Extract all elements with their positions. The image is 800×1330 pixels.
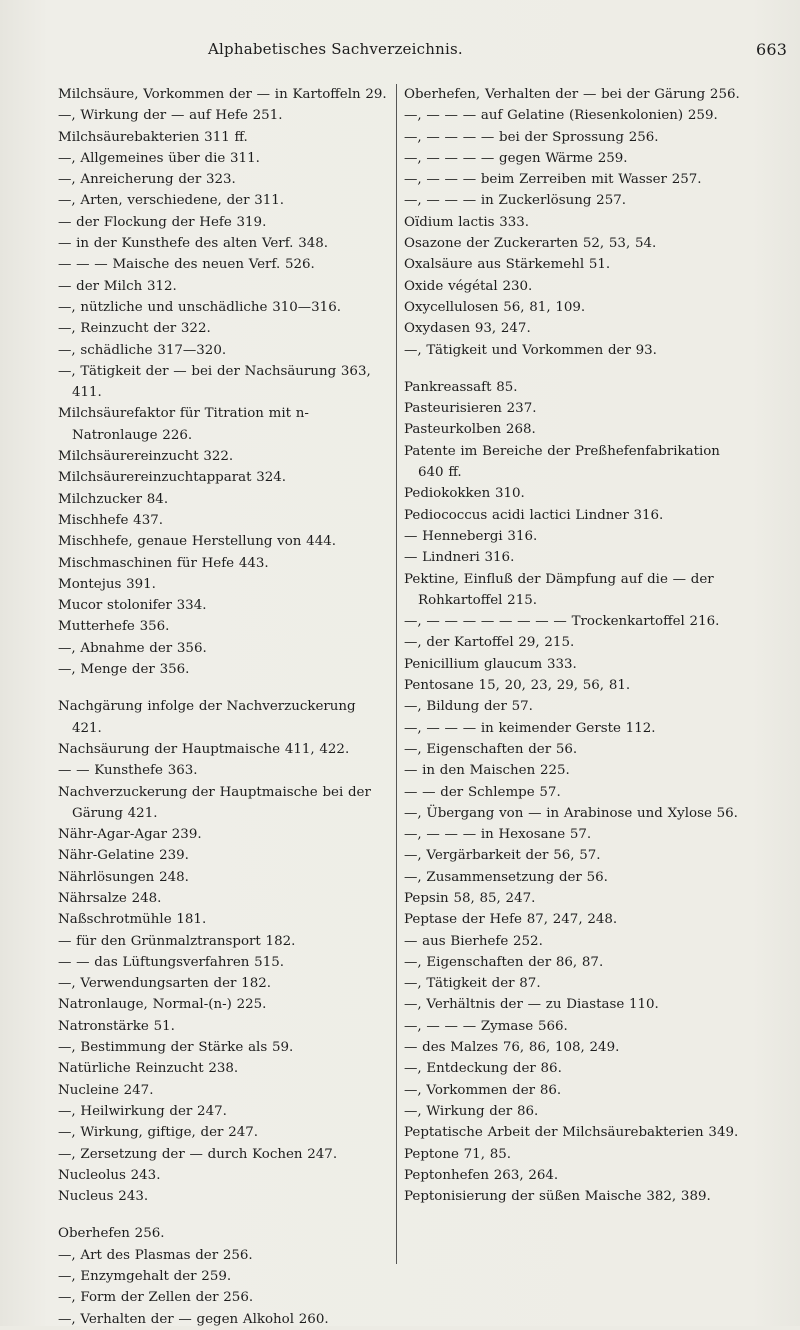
- index-entry: —, — — — in Zuckerlösung 257.: [404, 193, 626, 209]
- index-entry: Nährsalze 248.: [58, 890, 162, 906]
- index-entry: — — — Maische des neuen Verf. 526.: [58, 257, 315, 273]
- index-entry: Pektine, Einfluß der Dämpfung auf die — der Rohkartoffel 215.: [404, 571, 714, 608]
- index-entry: Nucleine 247.: [58, 1082, 154, 1098]
- index-entry: Oxycellulosen 56, 81, 109.: [404, 299, 586, 315]
- section-gap: [58, 1207, 388, 1223]
- index-entry: —, Vergärbarkeit der 56, 57.: [404, 848, 601, 864]
- page-number: 663: [756, 40, 788, 59]
- index-entry: Milchsäure, Vorkommen der — in Kartoffeln 29.: [58, 87, 387, 102]
- index-entry: Oxide végétal 230.: [404, 278, 533, 294]
- index-entry: Peptase der Hefe 87, 247, 248.: [404, 912, 618, 928]
- index-entry: —, Vorkommen der 86.: [404, 1082, 562, 1098]
- index-entry: — des Malzes 76, 86, 108, 249.: [404, 1040, 620, 1056]
- index-entry: —, — — — — gegen Wärme 259.: [404, 150, 628, 166]
- index-entry: Peptonhefen 263, 264.: [404, 1167, 559, 1183]
- index-entry: — Lindneri 316.: [404, 550, 515, 566]
- index-entry: —, — — — in Hexosane 57.: [404, 827, 592, 843]
- index-entry: Patente im Bereiche der Preßhefenfabrikation 640 ff.: [404, 443, 720, 481]
- index-entry: Pankreassaft 85.: [404, 379, 518, 395]
- index-entry: Oïdium lactis 333.: [404, 214, 530, 230]
- index-entry: —, Abnahme der 356.: [58, 640, 207, 656]
- index-entry: Mucor stolonifer 334.: [58, 598, 207, 614]
- index-entry: Oberhefen 256.: [58, 1226, 165, 1242]
- index-entry: —, Verwendungsarten der 182.: [58, 976, 271, 992]
- index-entry: — für den Grünmalztransport 182.: [58, 933, 296, 949]
- index-entry: Nachgärung infolge der Nachverzuckerung 421.: [58, 699, 356, 736]
- index-entry: —, — — — beim Zerreiben mit Wasser 257.: [404, 172, 702, 188]
- index-entry: Peptone 71, 85.: [404, 1146, 512, 1162]
- index-entry: Mutterhefe 356.: [58, 619, 170, 635]
- index-entry: Natronstärke 51.: [58, 1018, 175, 1034]
- index-entry: Milchsäurereinzuchtapparat 324.: [58, 470, 287, 486]
- index-entry: —, Form der Zellen der 256.: [58, 1290, 254, 1306]
- index-entry: Nucleus 243.: [58, 1189, 149, 1205]
- index-entry: Natürliche Reinzucht 238.: [58, 1061, 239, 1077]
- index-entry: Nähr-Gelatine 239.: [58, 848, 189, 864]
- index-entry: —, Zusammensetzung der 56.: [404, 869, 608, 885]
- index-entry: —, — — — auf Gelatine (Riesenkolonien) 259.: [404, 108, 718, 124]
- index-entry: Nähr-Agar-Agar 239.: [58, 827, 202, 843]
- index-entry: —, Wirkung, giftige, der 247.: [58, 1125, 259, 1141]
- running-header: [0, 40, 800, 64]
- index-column-left: [58, 84, 388, 1330]
- index-entry: —, Entdeckung der 86.: [404, 1061, 562, 1077]
- index-entry: — der Flockung der Hefe 319.: [58, 214, 267, 230]
- index-entry: Nährlösungen 248.: [58, 869, 189, 885]
- index-entry: Penicillium glaucum 333.: [404, 656, 577, 672]
- index-entry: — — der Schlempe 57.: [404, 784, 561, 800]
- index-entry: — aus Bierhefe 252.: [404, 933, 543, 949]
- index-entry: —, Art des Plasmas der 256.: [58, 1247, 253, 1263]
- index-entry: Natronlauge, Normal-(n-) 225.: [58, 997, 267, 1013]
- index-entry: —, Wirkung der — auf Hefe 251.: [58, 108, 283, 124]
- index-entry: —, Verhältnis der — zu Diastase 110.: [404, 997, 659, 1013]
- index-entry: Naßschrotmühle 181.: [58, 912, 207, 928]
- header-title: Alphabetisches Sachverzeichnis.: [208, 40, 463, 58]
- index-entry: Pepsin 58, 85, 247.: [404, 890, 536, 906]
- index-entry: —, Reinzucht der 322.: [58, 321, 211, 337]
- index-entry: Oxalsäure aus Stärkemehl 51.: [404, 257, 611, 273]
- index-entry: —, Bildung der 57.: [404, 699, 533, 715]
- index-entry: Milchsäurebakterien 311 ff.: [58, 129, 248, 145]
- index-entry: —, Verhalten der — gegen Alkohol 260.: [58, 1311, 329, 1327]
- index-entry: — in den Maischen 225.: [404, 763, 570, 779]
- index-entry: —, Zersetzung der — durch Kochen 247.: [58, 1146, 338, 1162]
- index-entry: Milchzucker 84.: [58, 491, 169, 507]
- index-entry: —, der Kartoffel 29, 215.: [404, 635, 575, 651]
- index-entry: —, Menge der 356.: [58, 662, 190, 678]
- index-entry: — — Kunsthefe 363.: [58, 763, 198, 779]
- index-entry: —, — — — in keimender Gerste 112.: [404, 720, 656, 736]
- index-entry: — der Milch 312.: [58, 278, 177, 294]
- index-entry: —, Tätigkeit der 87.: [404, 976, 541, 992]
- index-entry: Osazone der Zuckerarten 52, 53, 54.: [404, 236, 657, 252]
- section-gap: [404, 361, 740, 377]
- index-entry: — in der Kunsthefe des alten Verf. 348.: [58, 236, 329, 252]
- index-entry: Mischmaschinen für Hefe 443.: [58, 555, 269, 571]
- index-entry: —, Enzymgehalt der 259.: [58, 1269, 232, 1285]
- section-gap: [58, 680, 388, 696]
- index-column-right: [404, 84, 740, 1207]
- index-entry: —, — — — — bei der Sprossung 256.: [404, 129, 659, 145]
- index-entry: —, Allgemeines über die 311.: [58, 150, 260, 166]
- index-entry: Peptonisierung der süßen Maische 382, 389.: [404, 1189, 711, 1205]
- index-entry: —, — — — Zymase 566.: [404, 1018, 568, 1034]
- index-entry: Nachsäurung der Hauptmaische 411, 422.: [58, 741, 350, 757]
- column-divider: [396, 84, 397, 1264]
- index-entry: Milchsäurereinzucht 322.: [58, 449, 234, 465]
- index-entry: —, Eigenschaften der 86, 87.: [404, 954, 604, 970]
- index-entry: Pentosane 15, 20, 23, 29, 56, 81.: [404, 678, 631, 694]
- index-entry: —, — — — — — — — — Trockenkartoffel 216.: [404, 614, 720, 630]
- index-entry: Nachverzuckerung der Hauptmaische bei der Gärung 421.: [58, 784, 371, 821]
- index-entry: — Hennebergi 316.: [404, 528, 538, 544]
- index-entry: —, Tätigkeit der — bei der Nachsäurung 363, 411.: [58, 363, 371, 401]
- index-entry: —, Heilwirkung der 247.: [58, 1103, 227, 1119]
- index-entry: —, Wirkung der 86.: [404, 1103, 539, 1119]
- index-entry: Milchsäurefaktor für Titration mit n-Natronlauge 226.: [58, 406, 309, 443]
- index-entry: —, Anreicherung der 323.: [58, 172, 236, 188]
- index-entry: Oxydasen 93, 247.: [404, 321, 531, 337]
- index-entry: Peptatische Arbeit der Milchsäurebakterien 349.: [404, 1125, 739, 1141]
- index-entry: —, Übergang von — in Arabinose und Xylose 56.: [404, 805, 738, 821]
- index-entry: — — das Lüftungsverfahren 515.: [58, 954, 284, 970]
- index-entry: Pasteurkolben 268.: [404, 422, 536, 438]
- index-entry: Mischhefe 437.: [58, 512, 163, 528]
- index-entry: Oberhefen, Verhalten der — bei der Gärung 256.: [404, 87, 740, 102]
- index-entry: Nucleolus 243.: [58, 1167, 161, 1183]
- index-entry: Mischhefe, genaue Herstellung von 444.: [58, 534, 336, 550]
- index-entry: —, Tätigkeit und Vorkommen der 93.: [404, 342, 657, 358]
- index-entry: —, Bestimmung der Stärke als 59.: [58, 1040, 294, 1056]
- index-entry: Montejus 391.: [58, 576, 156, 592]
- index-entry: Pediococcus acidi lactici Lindner 316.: [404, 507, 664, 523]
- index-entry: Pasteurisieren 237.: [404, 401, 537, 417]
- index-entry: —, schädliche 317—320.: [58, 342, 227, 358]
- index-entry: —, Arten, verschiedene, der 311.: [58, 193, 285, 209]
- index-entry: Pediokokken 310.: [404, 486, 525, 502]
- index-entry: —, nützliche und unschädliche 310—316.: [58, 299, 341, 315]
- index-entry: —, Eigenschaften der 56.: [404, 741, 578, 757]
